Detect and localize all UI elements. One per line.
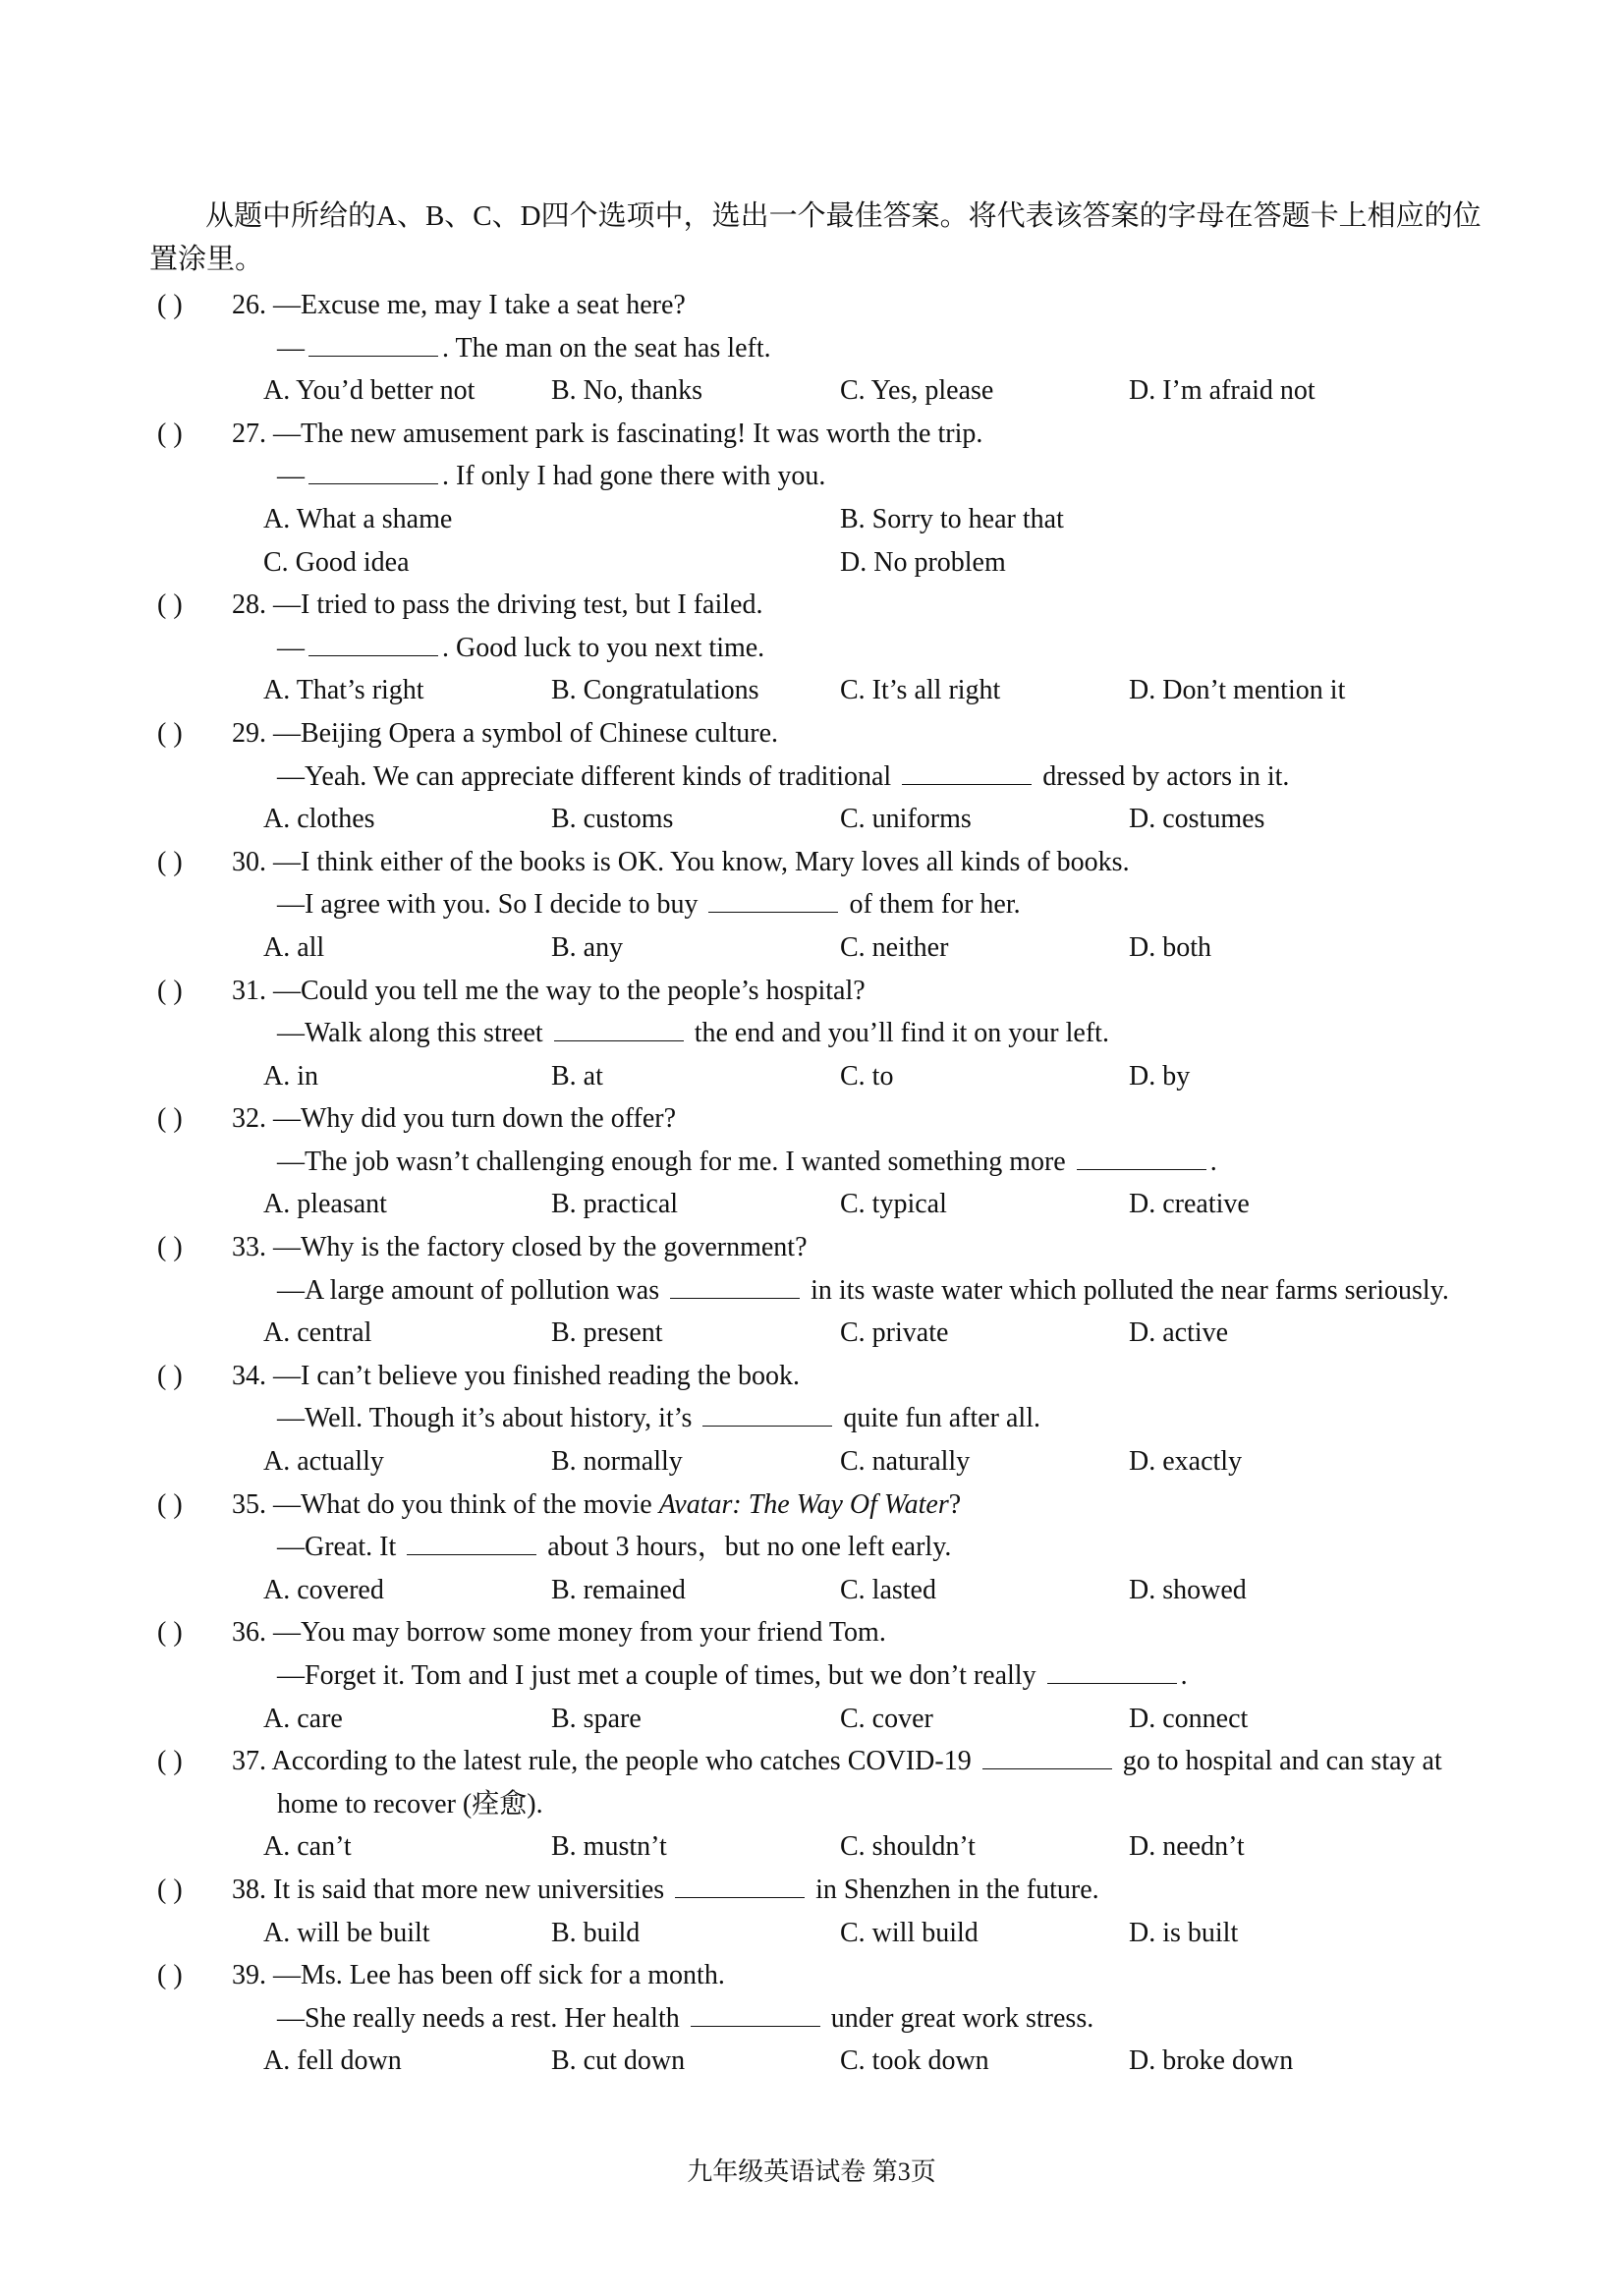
- answer-bracket: ( ): [157, 1232, 183, 1263]
- answer-bracket: ( ): [157, 1960, 183, 1991]
- dialogue-reply: [157, 627, 1513, 670]
- option[interactable]: D. I’m afraid not: [1129, 375, 1315, 407]
- question-number: 33.: [232, 1232, 273, 1263]
- reply-text: .: [1209, 1146, 1217, 1177]
- option[interactable]: A. care: [263, 1703, 343, 1734]
- question-38: [157, 1869, 1513, 1954]
- option[interactable]: D. Don’t mention it: [1129, 675, 1346, 706]
- answer-blank: [1077, 1142, 1206, 1170]
- dialogue-reply: [157, 1526, 1513, 1569]
- option[interactable]: C. took down: [840, 2045, 989, 2077]
- option[interactable]: D. by: [1129, 1060, 1191, 1092]
- stem-text: —You may borrow some money from your friend Tom.: [273, 1617, 886, 1649]
- stem-text: According to the latest rule, the people who catches COVID-19: [271, 1746, 979, 1777]
- answer-blank: [1047, 1655, 1177, 1684]
- reply-text: —Yeah. We can appreciate different kinds of traditional: [277, 760, 899, 792]
- question-27: [157, 413, 1513, 584]
- options-row: [157, 1825, 1513, 1869]
- stem-text: in Shenzhen in the future.: [809, 1874, 1099, 1905]
- answer-bracket: ( ): [157, 1874, 183, 1905]
- option[interactable]: C. will build: [840, 1917, 979, 1948]
- option[interactable]: B. practical: [551, 1189, 679, 1220]
- answer-bracket: ( ): [157, 846, 183, 877]
- answer-bracket: ( ): [157, 1103, 183, 1135]
- stem-text: —Why is the factory closed by the government?: [273, 1232, 808, 1263]
- dialogue-reply: [157, 455, 1513, 498]
- answer-bracket: ( ): [157, 1746, 183, 1777]
- option[interactable]: D. connect: [1129, 1703, 1249, 1734]
- option[interactable]: B. remained: [551, 1574, 686, 1605]
- option[interactable]: D. showed: [1129, 1574, 1247, 1605]
- answer-bracket: ( ): [157, 589, 183, 621]
- answer-blank: [982, 1741, 1112, 1769]
- stem-text: It is said that more new universities: [273, 1874, 672, 1905]
- reply-text: —I agree with you. So I decide to buy: [277, 889, 705, 921]
- instructions: 从题中所给的A、B、C、D四个选项中，选出一个最佳答案。将代表该答案的字母在答题卡上相应的位置涂里。: [149, 200, 1482, 275]
- options-row: [157, 369, 1513, 413]
- option[interactable]: A. pleasant: [263, 1189, 387, 1220]
- question-stem: [157, 1097, 1513, 1141]
- question-stem: [157, 1611, 1513, 1654]
- option[interactable]: D. No problem: [840, 546, 1006, 578]
- reply-text: about 3 hours，but no one left early.: [540, 1532, 952, 1563]
- question-stem: [157, 712, 1513, 756]
- option[interactable]: A. central: [263, 1317, 372, 1349]
- option[interactable]: D. exactly: [1129, 1446, 1243, 1478]
- dialogue-reply: [157, 1141, 1513, 1184]
- options-row: [157, 1698, 1513, 1741]
- stem-text: ?: [948, 1488, 962, 1520]
- stem-text: —I think either of the books is OK. You know, Mary loves all kinds of books.: [273, 846, 1130, 877]
- option[interactable]: B. any: [551, 931, 624, 963]
- option[interactable]: B. mustn’t: [551, 1831, 667, 1863]
- option[interactable]: C. uniforms: [840, 804, 972, 835]
- movie-title: Avatar: The Way Of Water: [658, 1488, 949, 1520]
- dialogue-reply: [157, 1012, 1513, 1055]
- question-number: 28.: [232, 589, 273, 621]
- question-number: 27.: [232, 418, 273, 449]
- reply-text: of them for her.: [842, 889, 1021, 921]
- question-number: 29.: [232, 717, 273, 749]
- stem-text: —Could you tell me the way to the people’s hospital?: [273, 975, 866, 1006]
- question-34: [157, 1355, 1513, 1484]
- reply-text: . If only I had gone there with you.: [442, 461, 826, 492]
- options-row: [157, 1183, 1513, 1226]
- option[interactable]: B. at: [551, 1060, 603, 1092]
- options-row: [157, 1312, 1513, 1355]
- question-number: 37.: [232, 1746, 272, 1777]
- answer-bracket: ( ): [157, 418, 183, 449]
- stem-text: —Beijing Opera a symbol of Chinese culture.: [273, 717, 778, 749]
- option[interactable]: B. No, thanks: [551, 375, 702, 407]
- answer-blank: [902, 756, 1032, 785]
- option[interactable]: A. covered: [263, 1574, 384, 1605]
- option[interactable]: B. customs: [551, 804, 674, 835]
- reply-text: under great work stress.: [823, 2002, 1094, 2034]
- option[interactable]: D. creative: [1129, 1189, 1250, 1220]
- option[interactable]: C. lasted: [840, 1574, 936, 1605]
- question-number: 38.: [232, 1874, 273, 1905]
- option[interactable]: C. It’s all right: [840, 675, 1001, 706]
- options-row: [157, 1440, 1513, 1484]
- reply-text: —Well. Though it’s about history, it’s: [277, 1403, 700, 1434]
- stem-text: —What do you think of the movie: [273, 1488, 659, 1520]
- options-row: [157, 498, 1513, 541]
- option[interactable]: C. shouldn’t: [840, 1831, 976, 1863]
- reply-text: —A large amount of pollution was: [277, 1274, 667, 1306]
- reply-text: quite fun after all.: [836, 1403, 1040, 1434]
- answer-bracket: ( ): [157, 1360, 183, 1391]
- stem-text: —Why did you turn down the offer?: [273, 1103, 677, 1135]
- option[interactable]: A. actually: [263, 1446, 384, 1478]
- question-number: 30.: [232, 846, 273, 877]
- option[interactable]: A. That’s right: [263, 675, 424, 706]
- option[interactable]: A. in: [263, 1060, 318, 1092]
- reply-text: —She really needs a rest. Her health: [277, 2002, 687, 2034]
- dialogue-reply: [157, 756, 1513, 799]
- answer-blank: [308, 328, 438, 357]
- answer-bracket: ( ): [157, 290, 183, 320]
- option[interactable]: C. private: [840, 1317, 949, 1349]
- question-stem: [157, 1740, 1513, 1783]
- option[interactable]: A. clothes: [263, 804, 375, 835]
- question-stem: [157, 841, 1513, 884]
- question-number: 26.: [232, 290, 273, 320]
- question-number: 39.: [232, 1960, 273, 1991]
- reply-text: —The job wasn’t challenging enough for me. I wanted something more: [277, 1146, 1073, 1177]
- reply-text: —: [277, 332, 305, 364]
- reply-text: dressed by actors in it.: [1035, 760, 1290, 792]
- option[interactable]: A. will be built: [263, 1917, 430, 1948]
- option[interactable]: B. Congratulations: [551, 675, 759, 706]
- option[interactable]: C. neither: [840, 931, 949, 963]
- option[interactable]: C. naturally: [840, 1446, 971, 1478]
- question-37: [157, 1740, 1513, 1869]
- answer-bracket: ( ): [157, 1488, 183, 1520]
- option[interactable]: D. costumes: [1129, 804, 1265, 835]
- options-row: [157, 798, 1513, 841]
- reply-text: —Great. It: [277, 1532, 404, 1563]
- question-35: [157, 1484, 1513, 1612]
- question-stem: [157, 584, 1513, 627]
- dialogue-reply: [157, 1269, 1513, 1313]
- option[interactable]: B. spare: [551, 1703, 642, 1734]
- options-row: [157, 1055, 1513, 1098]
- option[interactable]: C. Good idea: [263, 546, 410, 578]
- question-stem: [157, 1954, 1513, 1997]
- question-39: [157, 1954, 1513, 2083]
- question-stem: [157, 1355, 1513, 1398]
- option[interactable]: A. all: [263, 931, 325, 963]
- question-number: 32.: [232, 1103, 273, 1135]
- option[interactable]: A. can’t: [263, 1831, 352, 1863]
- stem-text: —The new amusement park is fascinating! It was worth the trip.: [273, 418, 983, 449]
- reply-text: in its waste water which polluted the near farms seriously.: [804, 1274, 1449, 1306]
- reply-text: —: [277, 461, 305, 492]
- question-stem: [157, 1869, 1513, 1912]
- option[interactable]: B. Sorry to hear that: [840, 503, 1064, 534]
- question-stem: [157, 1484, 1513, 1527]
- dialogue-reply: [157, 1654, 1513, 1698]
- option[interactable]: D. broke down: [1129, 2045, 1294, 2077]
- options-row: [157, 669, 1513, 712]
- answer-blank: [675, 1870, 805, 1898]
- question-stem: [157, 1226, 1513, 1269]
- dialogue-reply: [157, 1397, 1513, 1440]
- question-31: [157, 970, 1513, 1098]
- options-row: [157, 2040, 1513, 2083]
- answer-blank: [691, 1998, 820, 2027]
- option[interactable]: D. is built: [1129, 1917, 1239, 1948]
- question-28: [157, 584, 1513, 712]
- option[interactable]: C. Yes, please: [840, 375, 994, 407]
- question-32: [157, 1097, 1513, 1226]
- question-30: [157, 841, 1513, 970]
- option[interactable]: B. normally: [551, 1446, 683, 1478]
- option[interactable]: B. build: [551, 1917, 641, 1948]
- dialogue-reply: [157, 327, 1513, 370]
- stem-text: —I can’t believe you finished reading the book.: [273, 1360, 800, 1391]
- option[interactable]: D. both: [1129, 931, 1211, 963]
- question-number: 34.: [232, 1360, 273, 1391]
- option[interactable]: C. to: [840, 1060, 894, 1092]
- stem-text: —Ms. Lee has been off sick for a month.: [273, 1960, 725, 1991]
- reply-text: —Walk along this street: [277, 1018, 550, 1049]
- answer-bracket: ( ): [157, 1617, 183, 1649]
- options-row: [157, 926, 1513, 970]
- option[interactable]: C. cover: [840, 1703, 933, 1734]
- question-number: 36.: [232, 1617, 273, 1649]
- option[interactable]: C. typical: [840, 1189, 947, 1220]
- option[interactable]: A. You’d better not: [263, 375, 476, 407]
- question-33: [157, 1226, 1513, 1355]
- answer-blank: [407, 1527, 536, 1555]
- answer-blank: [670, 1270, 800, 1299]
- reply-text: the end and you’ll find it on your left.: [687, 1018, 1109, 1049]
- answer-bracket: ( ): [157, 717, 183, 749]
- answer-blank: [554, 1013, 684, 1041]
- reply-text: .: [1180, 1660, 1188, 1691]
- page-footer: 九年级英语试卷 第3页: [687, 2157, 936, 2186]
- question-stem: [157, 284, 1513, 327]
- stem-continuation: home to recover (痊愈).: [277, 1788, 543, 1820]
- stem-text: —Excuse me, may I take a seat here?: [273, 290, 686, 320]
- option[interactable]: A. What a shame: [263, 503, 453, 534]
- reply-text: . Good luck to you next time.: [442, 632, 765, 663]
- answer-bracket: ( ): [157, 975, 183, 1006]
- option[interactable]: A. fell down: [263, 2045, 402, 2077]
- question-number: 35.: [232, 1488, 273, 1520]
- answer-blank: [308, 628, 438, 656]
- question-stem: [157, 970, 1513, 1013]
- options-row: [157, 1912, 1513, 1955]
- stem-text: —I tried to pass the driving test, but I failed.: [273, 589, 763, 621]
- options-row: [157, 541, 1513, 585]
- options-row: [157, 1569, 1513, 1612]
- option[interactable]: B. present: [551, 1317, 663, 1349]
- question-29: [157, 712, 1513, 841]
- answer-blank: [708, 884, 838, 913]
- question-26: [157, 284, 1513, 413]
- question-36: [157, 1611, 1513, 1740]
- option[interactable]: D. needn’t: [1129, 1831, 1245, 1863]
- dialogue-reply: [157, 883, 1513, 926]
- question-number: 31.: [232, 975, 273, 1006]
- option[interactable]: D. active: [1129, 1317, 1229, 1349]
- option[interactable]: B. cut down: [551, 2045, 686, 2077]
- reply-text: —: [277, 632, 305, 663]
- reply-text: . The man on the seat has left.: [442, 332, 771, 364]
- question-list: [157, 284, 1513, 2083]
- dialogue-reply: [157, 1997, 1513, 2041]
- reply-text: —Forget it. Tom and I just met a couple of times, but we don’t really: [277, 1660, 1043, 1691]
- answer-blank: [702, 1398, 832, 1427]
- question-stem: [157, 413, 1513, 456]
- stem-text: go to hospital and can stay at: [1115, 1746, 1442, 1777]
- answer-blank: [308, 456, 438, 484]
